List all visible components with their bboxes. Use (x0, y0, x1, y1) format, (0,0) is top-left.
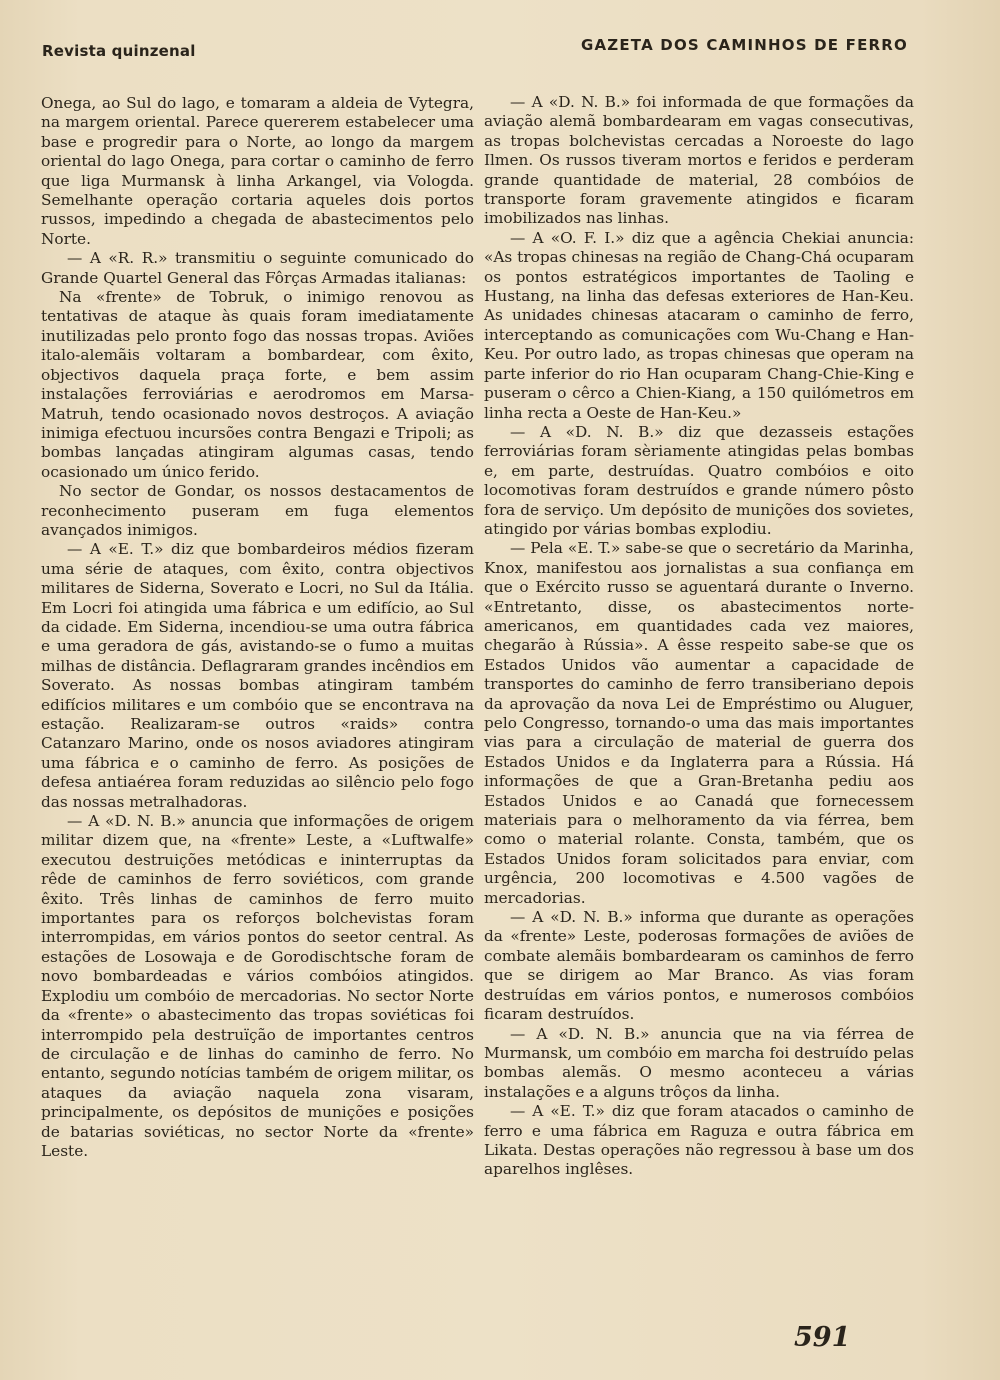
paragraph: — A «D. N. B.» informa que durante as operações da «frente» Leste, poderosas formações de aviões de combate alemãis bombardearam os caminhos de ferro que se dirigem ao Mar Branco. As vias foram destruídas em vários pontos, e numerosos combóios ficaram destruídos. (484, 908, 914, 1024)
paragraph: — Pela «E. T.» sabe-se que o secretário da Marinha, Knox, manifestou aos jornalistas a sua confiança em que o Exército russo se aguentará durante o Inverno. «Entretanto, disse, os abastecimentos norte-americanos, em quantidades cada vez maiores, chegarão à Rússia». A êsse respeito sabe-se que os Estados Unidos vão aumentar a capacidade de transportes do caminho de ferro transiberiano depois da aprovação da nova Lei de Empréstimo ou Aluguer, pelo Congresso, tornando-o uma das mais importantes vias para a circulação de material de guerra dos Estados Unidos e da Inglaterra para a Rússia. Há informações de que a Gran-Bretanha pediu aos Estados Unidos e ao Canadá que fornecessem materiais para o melhoramento da via férrea, bem como o material rolante. Consta, também, que os Estados Unidos foram solicitados para enviar, com urgência, 200 locomotivas e 4.500 vagões de mercadorias. (484, 539, 914, 907)
paragraph: — A «D. N. B.» foi informada de que formações da aviação alemã bombardearam em vagas consecutivas, as tropas bolchevistas cercadas a Noroeste do lago Ilmen. Os russos tiveram mortos e feridos e perderam grande quantidade de material, 28 combóios de transporte foram gravemente atingidos e ficaram imobilizados nas linhas. (484, 93, 914, 228)
paragraph: No sector de Gondar, os nossos destacamentos de reconhecimento puseram em fuga elementos avançados inimigos. (41, 482, 474, 539)
running-header-left: Revista quinzenal (42, 42, 196, 60)
paragraph: — A «R. R.» transmitiu o seguinte comunicado do Grande Quartel General das Fôrças Armadas italianas: (41, 249, 474, 287)
left-column (41, 94, 474, 1161)
paragraph: — A «D. N. B.» anuncia que na via férrea de Murmansk, um combóio em marcha foi destruído pelas bombas alemãs. O mesmo aconteceu a várias instalações e a alguns trôços da linha. (484, 1024, 914, 1101)
paragraph: — A «E. T.» diz que foram atacados o caminho de ferro e uma fábrica em Raguza e outra fábrica em Likata. Destas operações não regressou à base um dos aparelhos inglêses. (484, 1102, 914, 1179)
page-number: 591 (794, 1322, 851, 1353)
right-column (484, 93, 914, 1180)
paragraph: Na «frente» de Tobruk, o inimigo renovou as tentativas de ataque às quais foram imediatamente inutilizadas pelo pronto fogo das nossas tropas. Aviões italo-alemãis voltaram a bombardear, com êxito, objectivos daquela praça forte, e bem assim instalações ferroviárias e aerodromos em Marsa-Matruh, tendo ocasionado novos destroços. A aviação inimiga efectuou incursões contra Bengazi e Tripoli; as bombas lançadas atingiram algumas casas, tendo ocasionado um único ferido. (41, 288, 474, 481)
paragraph: — A «D. N. B.» diz que dezasseis estações ferroviárias foram sèriamente atingidas pelas bombas e, em parte, destruídas. Quatro combóios e oito locomotivas foram destruídos e grande número pôsto fora de serviço. Um depósito de munições dos sovietes, atingido por várias bombas explodiu. (484, 422, 914, 538)
paragraph: — A «D. N. B.» anuncia que informações de origem militar dizem que, na «frente» Leste, a «Luftwalfe» executou destruições metódicas e ininterruptas da rêde de caminhos de ferro soviéticos, com grande êxito. Três linhas de caminhos de ferro muito importantes para os reforços bolchevistas foram interrompidas, em vários pontos do seetor central. As estações de Losowaja e de Gorodischtsche foram de novo bombardeadas e vários combóios atingidos. Explodiu um combóio de mercadorias. No sector Norte da «frente» o abastecimento das tropas soviéticas foi interrompido pela destruïção de importantes centros de circulação e de linhas do caminho de ferro. No entanto, segundo notícias também de origem militar, os ataques da aviação naquela zona visaram, principalmente, os depósitos de munições e posições de batarias soviéticas, no sector Norte da «frente» Leste. (41, 812, 474, 1160)
running-header-right: GAZETA DOS CAMINHOS DE FERRO (580, 36, 908, 54)
paragraph: — A «E. T.» diz que bombardeiros médios fizeram uma série de ataques, com êxito, contra objectivos militares de Siderna, Soverato e Locri, no Sul da Itália. Em Locri foi atingida uma fábrica e um edifício, ao Sul da cidade. Em Siderna, incendiou-se uma outra fábrica e uma geradora de gás, avistando-se o fumo a muitas milhas de distância. Deflagraram grandes incêndios em Soverato. As nossas bombas atingiram também edifícios militares e um combóio que se encontrava na estação. Realizaram-se outros «raids» contra Catanzaro Marino, onde os nosos aviadores atingiram uma fábrica e o caminho de ferro. As posições de defesa antiaérea foram reduzidas ao silêncio pelo fogo das nossas metralhadoras. (41, 540, 474, 811)
paragraph: Onega, ao Sul do lago, e tomaram a aldeia de Vytegra, na margem oriental. Parece quererem estabelecer uma base e progredir para o Norte, ao longo da margem oriental do lago Onega, para cortar o caminho de ferro que liga Murmansk à linha Arkangel, via Vologda. Semelhante operação cortaria aqueles dois portos russos, impedindo a chegada de abastecimentos pelo Norte. (41, 94, 474, 248)
paragraph: — A «O. F. I.» diz que a agência Chekiai anuncia: «As tropas chinesas na região de Chang-Chá ocuparam os pontos estratégicos importantes de Taoling e Hustang, na linha das defesas exteriores de Han-Keu. As unidades chinesas atacaram o caminho de ferro, interceptando as comunicações com Wu-Chang e Han-Keu. Por outro lado, as tropas chinesas que operam na parte inferior do rio Han ocuparam Chang-Chie-King e puseram o cêrco a Chien-Kiang, a 150 quilómetros em linha recta a Oeste de Han-Keu.» (484, 228, 914, 422)
